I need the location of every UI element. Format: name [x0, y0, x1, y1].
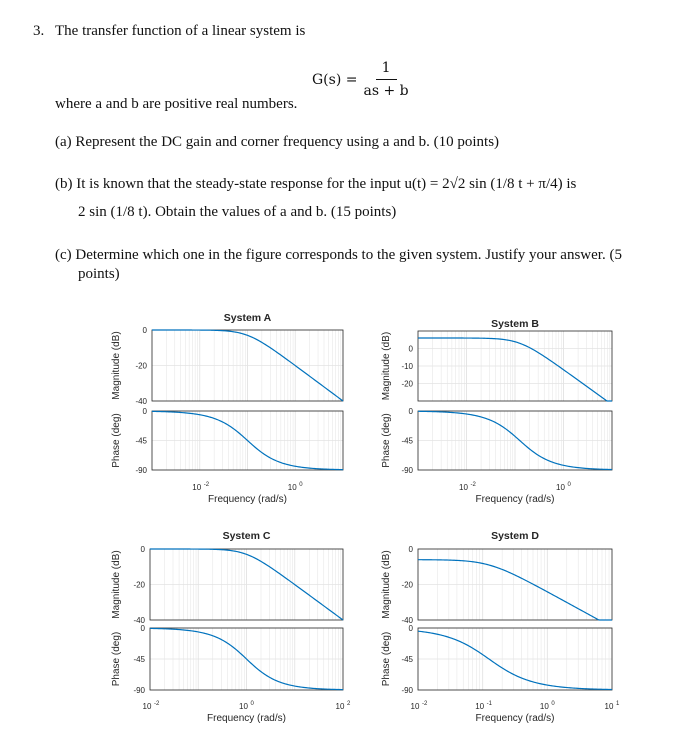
bode-plot-1 [111, 312, 343, 505]
y-tick-label: -90 [133, 686, 145, 695]
y-tick-label: 0 [140, 545, 145, 554]
part-a: (a) Represent the DC gain and corner frequency using a and b. (10 points) [55, 134, 500, 150]
y-axis-label-phase: Phase (deg) [381, 413, 392, 468]
y-tick-label: -40 [133, 616, 145, 625]
bode-plot-4 [381, 530, 620, 724]
y-tick-label: -20 [135, 361, 147, 371]
y-tick-label: 0 [408, 545, 413, 554]
chart-title: System A [223, 312, 272, 324]
x-axis-label: Frequency (rad/s) [475, 494, 555, 505]
y-tick-label: 0 [408, 344, 413, 354]
y-tick-label: -45 [401, 655, 413, 664]
x-tick-exponent: 0 [567, 482, 571, 488]
x-tick-exponent: 0 [551, 701, 555, 707]
part-c-line-1: (c) Determine which one in the figure corresponds to the given system. Justify your answer. (5 [55, 247, 622, 263]
chart-title: System B [491, 318, 539, 330]
y-tick-label: -90 [135, 466, 147, 475]
x-tick-exponent: 1 [616, 701, 620, 707]
x-tick-label: 10 [287, 483, 297, 492]
y-tick-label: 0 [142, 326, 147, 335]
x-tick-exponent: -2 [154, 701, 160, 707]
y-axis-label-magnitude: Magnitude (dB) [381, 331, 392, 401]
y-tick-label: -45 [135, 436, 147, 446]
x-tick-label: 10 [410, 702, 420, 711]
x-axis-label: Frequency (rad/s) [208, 494, 287, 505]
chart-title: System D [491, 530, 539, 542]
y-tick-label: -10 [401, 362, 413, 371]
x-tick-exponent: 0 [299, 482, 303, 488]
x-tick-label: 10 [142, 702, 152, 711]
phase-curve [418, 631, 612, 689]
x-tick-exponent: -1 [486, 701, 493, 707]
y-axis-label-phase: Phase (deg) [381, 631, 392, 687]
y-axis-label-magnitude: Magnitude (dB) [111, 550, 122, 619]
bode-plot-3 [111, 530, 351, 724]
y-tick-label: -45 [401, 436, 413, 446]
x-tick-label: 10 [604, 702, 614, 711]
y-tick-label: -90 [401, 466, 413, 475]
y-axis-label-magnitude: Magnitude (dB) [381, 550, 392, 619]
y-tick-label: 0 [142, 407, 147, 416]
x-tick-exponent: -2 [470, 482, 476, 488]
x-tick-label: 10 [192, 483, 202, 492]
x-tick-label: 10 [539, 702, 549, 711]
formula-lhs: G(s) = [312, 71, 358, 88]
y-tick-label: -40 [135, 397, 147, 406]
x-tick-exponent: 0 [250, 701, 254, 707]
y-tick-label: -40 [401, 616, 413, 625]
y-axis-label-magnitude: Magnitude (dB) [111, 331, 122, 400]
question-number: 3. [33, 23, 45, 39]
y-tick-label: 0 [408, 407, 413, 416]
x-tick-label: 10 [556, 483, 565, 492]
x-tick-label: 10 [335, 702, 345, 711]
part-b-line-1: (b) It is known that the steady-state response for the input u(t) = 2√2 sin (1/8 t + π/4) is [55, 176, 577, 192]
question-intro: The transfer function of a linear system is [55, 23, 306, 39]
part-b-line-2: 2 sin (1/8 t). Obtain the values of a and b. (15 points) [78, 204, 397, 220]
x-axis-label: Frequency (rad/s) [475, 713, 555, 724]
y-tick-label: -20 [133, 580, 145, 590]
x-tick-exponent: 2 [347, 701, 351, 707]
formula-denominator: as + b [363, 83, 409, 99]
y-tick-label: -45 [133, 655, 145, 664]
x-tick-label: 10 [239, 702, 248, 711]
y-tick-label: -90 [401, 686, 413, 695]
y-tick-label: 0 [408, 624, 413, 633]
x-tick-label: 10 [459, 483, 468, 492]
y-tick-label: -20 [401, 580, 413, 590]
y-axis-label-phase: Phase (deg) [111, 413, 122, 468]
where-clause: where a and b are positive real numbers. [55, 96, 298, 112]
y-tick-label: 0 [140, 624, 145, 633]
formula-numerator: 1 [376, 58, 397, 80]
y-tick-label: -20 [401, 379, 413, 389]
magnitude-curve [418, 560, 612, 620]
x-axis-label: Frequency (rad/s) [207, 713, 286, 724]
x-tick-label: 10 [475, 702, 485, 711]
part-c-line-2: points) [78, 266, 120, 282]
x-tick-exponent: -2 [422, 701, 428, 707]
x-tick-exponent: -2 [203, 482, 210, 488]
chart-title: System C [222, 530, 271, 542]
bode-plot-2 [381, 318, 612, 505]
y-axis-label-phase: Phase (deg) [111, 631, 122, 687]
